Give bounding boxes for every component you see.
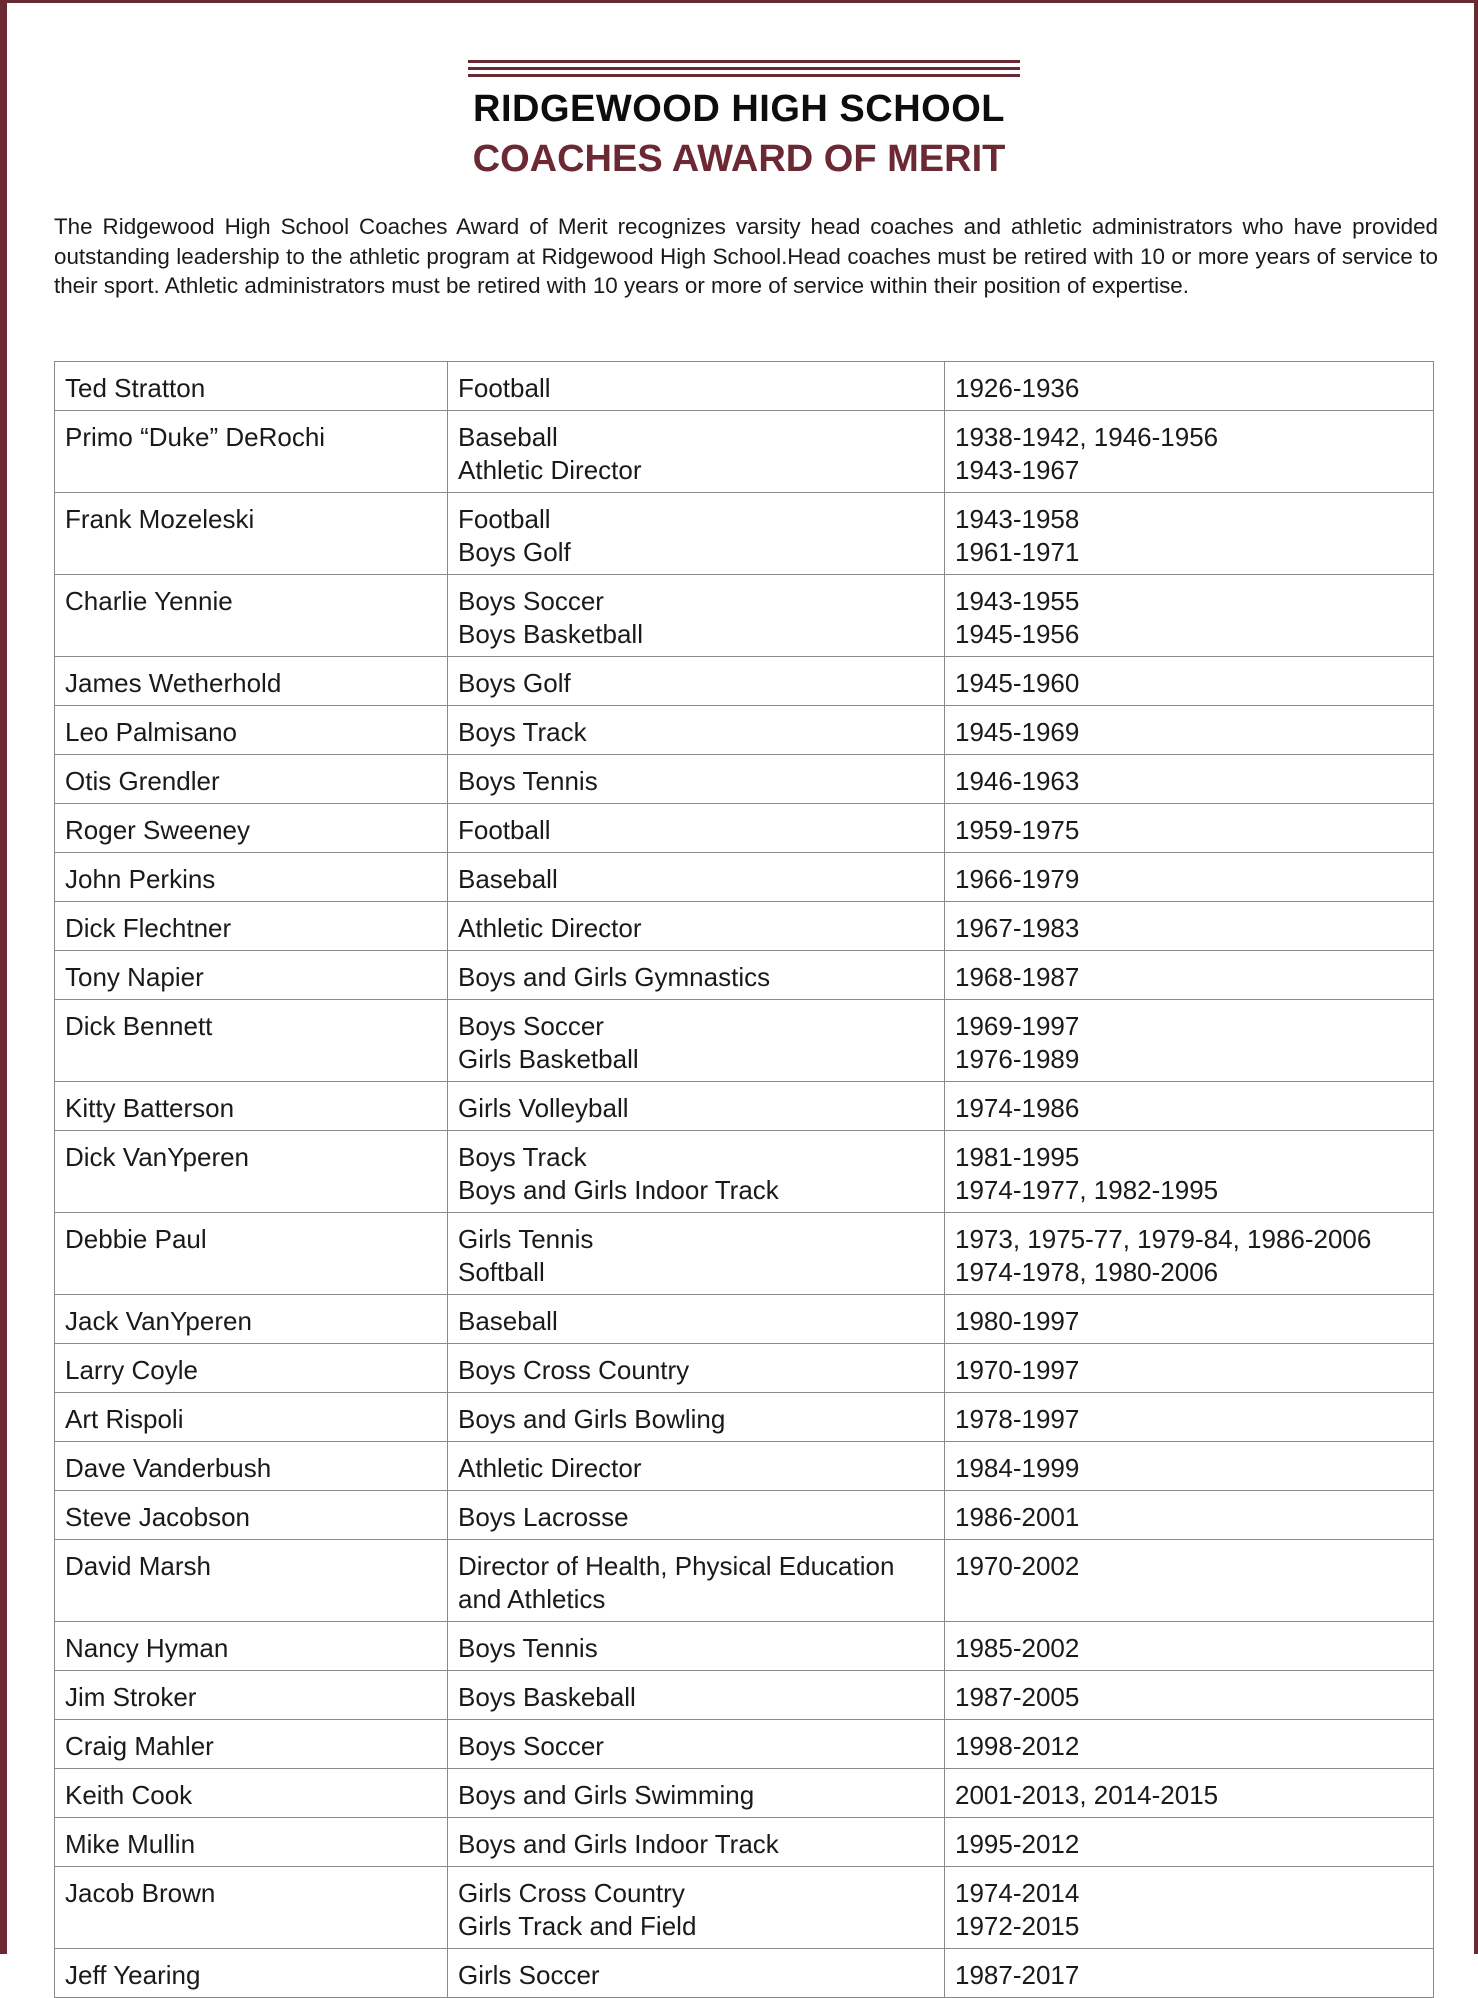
coach-name-cell xyxy=(55,1769,448,1818)
sport-line: Boys Soccer xyxy=(458,1011,604,1041)
sport-line: Girls Track and Field xyxy=(458,1911,697,1941)
years-cell xyxy=(945,1491,1434,1540)
sport-line: Baseball xyxy=(458,864,558,894)
sport-line: Boys Lacrosse xyxy=(458,1502,629,1532)
sport-line: Athletic Director xyxy=(458,1453,642,1483)
table-row xyxy=(55,1949,1434,1998)
years-line: 1968-1987 xyxy=(955,962,1080,992)
years-cell xyxy=(945,853,1434,902)
years-line: 1984-1999 xyxy=(955,1453,1080,1483)
sport-line: Director of Health, Physical Education xyxy=(458,1551,895,1581)
header-rule-middle xyxy=(468,67,1020,70)
years-line: 1966-1979 xyxy=(955,864,1080,894)
years-line: 1970-2002 xyxy=(955,1551,1080,1581)
years-line: 1985-2002 xyxy=(955,1633,1080,1663)
coach-name: Ted Stratton xyxy=(65,373,206,403)
table-row xyxy=(55,1131,1434,1213)
coach-name: Dick Bennett xyxy=(65,1011,213,1041)
sport-cell xyxy=(448,902,945,951)
years-cell xyxy=(945,1540,1434,1622)
table-row xyxy=(55,1344,1434,1393)
coach-name: Art Rispoli xyxy=(65,1404,184,1434)
sport-line: Girls Volleyball xyxy=(458,1093,629,1123)
coach-name: Frank Mozeleski xyxy=(65,504,255,534)
sport-cell xyxy=(448,1393,945,1442)
sport-line: Girls Soccer xyxy=(458,1960,600,1990)
table-row xyxy=(55,1000,1434,1082)
awards-table xyxy=(54,361,1434,1998)
coach-name: Debbie Paul xyxy=(65,1224,207,1254)
years-line: 1972-2015 xyxy=(955,1911,1080,1941)
sport-line: Boys Tennis xyxy=(458,1633,598,1663)
coach-name-cell xyxy=(55,1082,448,1131)
coach-name: Nancy Hyman xyxy=(65,1633,229,1663)
sport-line: Boys Track xyxy=(458,1142,587,1172)
years-line: 1974-1977, 1982-1995 xyxy=(955,1175,1219,1205)
page-border-top xyxy=(0,0,1478,3)
sport-line: Boys and Girls Bowling xyxy=(458,1404,726,1434)
table-row xyxy=(55,1393,1434,1442)
table-row xyxy=(55,951,1434,1000)
sport-cell xyxy=(448,755,945,804)
table-row xyxy=(55,853,1434,902)
years-cell xyxy=(945,362,1434,411)
coach-name: Roger Sweeney xyxy=(65,815,250,845)
coach-name: Dick Flechtner xyxy=(65,913,232,943)
coach-name-cell xyxy=(55,902,448,951)
coach-name-cell xyxy=(55,1540,448,1622)
sport-cell xyxy=(448,804,945,853)
coach-name: Mike Mullin xyxy=(65,1829,196,1859)
coach-name-cell xyxy=(55,804,448,853)
sport-line: Boys Baskeball xyxy=(458,1682,636,1712)
years-line: 1943-1958 xyxy=(955,504,1080,534)
page-title: RIDGEWOOD HIGH SCHOOL xyxy=(473,88,1005,130)
years-line: 1998-2012 xyxy=(955,1731,1080,1761)
sport-cell xyxy=(448,1213,945,1295)
sport-line: Football xyxy=(458,373,551,403)
years-cell xyxy=(945,755,1434,804)
coach-name: Dave Vanderbush xyxy=(65,1453,272,1483)
years-cell xyxy=(945,1213,1434,1295)
years-line: 1978-1997 xyxy=(955,1404,1080,1434)
years-line: 1967-1983 xyxy=(955,913,1080,943)
sport-cell xyxy=(448,1082,945,1131)
coach-name-cell xyxy=(55,1622,448,1671)
coach-name: Dick VanYperen xyxy=(65,1142,250,1172)
sport-cell xyxy=(448,1622,945,1671)
awards-table-body xyxy=(55,362,1434,1998)
sport-cell xyxy=(448,493,945,575)
years-line: 1987-2017 xyxy=(955,1960,1080,1990)
coach-name: Kitty Batterson xyxy=(65,1093,235,1123)
years-cell xyxy=(945,1344,1434,1393)
years-cell xyxy=(945,1720,1434,1769)
coach-name: Keith Cook xyxy=(65,1780,193,1810)
table-row xyxy=(55,902,1434,951)
coach-name-cell xyxy=(55,493,448,575)
years-cell xyxy=(945,1131,1434,1213)
coach-name: David Marsh xyxy=(65,1551,211,1581)
years-cell xyxy=(945,1393,1434,1442)
coach-name-cell xyxy=(55,853,448,902)
years-cell xyxy=(945,1867,1434,1949)
sport-line: Softball xyxy=(458,1257,545,1287)
years-line: 1986-2001 xyxy=(955,1502,1080,1532)
sport-cell xyxy=(448,706,945,755)
coach-name-cell xyxy=(55,1213,448,1295)
years-line: 1926-1936 xyxy=(955,373,1080,403)
years-cell xyxy=(945,493,1434,575)
coach-name: Tony Napier xyxy=(65,962,204,992)
sport-line: Boys Soccer xyxy=(458,1731,604,1761)
table-row xyxy=(55,1622,1434,1671)
header-rule-top xyxy=(468,60,1020,63)
years-line: 1974-1978, 1980-2006 xyxy=(955,1257,1219,1287)
years-line: 1946-1963 xyxy=(955,766,1080,796)
years-cell xyxy=(945,1769,1434,1818)
years-cell xyxy=(945,902,1434,951)
coach-name: James Wetherhold xyxy=(65,668,282,698)
coach-name: Otis Grendler xyxy=(65,766,220,796)
sport-line: Girls Tennis xyxy=(458,1224,594,1254)
coach-name-cell xyxy=(55,755,448,804)
table-row xyxy=(55,1442,1434,1491)
sport-line: Boys and Girls Indoor Track xyxy=(458,1829,779,1859)
sport-cell xyxy=(448,1949,945,1998)
sport-line: Boys Golf xyxy=(458,668,571,698)
sport-cell xyxy=(448,1720,945,1769)
sport-line: Boys and Girls Swimming xyxy=(458,1780,755,1810)
years-line: 1980-1997 xyxy=(955,1306,1080,1336)
sport-cell xyxy=(448,411,945,493)
sport-line: Football xyxy=(458,504,551,534)
years-line: 1987-2005 xyxy=(955,1682,1080,1712)
table-row xyxy=(55,1540,1434,1622)
years-cell xyxy=(945,575,1434,657)
years-line: 1943-1967 xyxy=(955,455,1080,485)
years-cell xyxy=(945,657,1434,706)
table-row xyxy=(55,1818,1434,1867)
sport-line: Athletic Director xyxy=(458,455,642,485)
years-line: 1995-2012 xyxy=(955,1829,1080,1859)
coach-name-cell xyxy=(55,1867,448,1949)
sport-line: Baseball xyxy=(458,1306,558,1336)
years-line: 1945-1960 xyxy=(955,668,1080,698)
years-line: 1959-1975 xyxy=(955,815,1080,845)
table-row xyxy=(55,657,1434,706)
coach-name-cell xyxy=(55,1671,448,1720)
sport-cell xyxy=(448,657,945,706)
years-cell xyxy=(945,1000,1434,1082)
page-border-right xyxy=(1474,0,1478,1954)
coach-name-cell xyxy=(55,1393,448,1442)
years-cell xyxy=(945,1295,1434,1344)
sport-line: Girls Cross Country xyxy=(458,1878,685,1908)
years-cell xyxy=(945,1082,1434,1131)
years-line: 1974-1986 xyxy=(955,1093,1080,1123)
years-cell xyxy=(945,1442,1434,1491)
sport-cell xyxy=(448,1000,945,1082)
sport-cell xyxy=(448,362,945,411)
sport-cell xyxy=(448,1442,945,1491)
coach-name-cell xyxy=(55,362,448,411)
table-row xyxy=(55,411,1434,493)
years-line: 1974-2014 xyxy=(955,1878,1080,1908)
sport-cell xyxy=(448,951,945,1000)
years-cell xyxy=(945,1818,1434,1867)
page-border-left xyxy=(0,0,7,1954)
table-row xyxy=(55,1491,1434,1540)
sport-cell xyxy=(448,1867,945,1949)
coach-name: Charlie Yennie xyxy=(65,586,233,616)
sport-line: Boys Track xyxy=(458,717,587,747)
coach-name-cell xyxy=(55,1720,448,1769)
header-rule-bottom xyxy=(468,74,1020,77)
table-row xyxy=(55,1295,1434,1344)
years-line: 1961-1971 xyxy=(955,537,1080,567)
table-row xyxy=(55,493,1434,575)
years-line: 1945-1969 xyxy=(955,717,1080,747)
coach-name-cell xyxy=(55,951,448,1000)
years-cell xyxy=(945,1949,1434,1998)
years-line: 1945-1956 xyxy=(955,619,1080,649)
page-subtitle: COACHES AWARD OF MERIT xyxy=(472,138,1006,180)
sport-cell xyxy=(448,1540,945,1622)
sport-line: Boys and Girls Gymnastics xyxy=(458,962,771,992)
years-cell xyxy=(945,706,1434,755)
years-cell xyxy=(945,951,1434,1000)
coach-name: Jacob Brown xyxy=(65,1878,216,1908)
sport-cell xyxy=(448,1131,945,1213)
sport-cell xyxy=(448,1491,945,1540)
sport-line: Boys Soccer xyxy=(458,586,604,616)
coach-name: Larry Coyle xyxy=(65,1355,198,1385)
years-line: 1973, 1975-77, 1979-84, 1986-2006 xyxy=(955,1224,1372,1254)
sport-line: Boys Cross Country xyxy=(458,1355,690,1385)
years-line: 1976-1989 xyxy=(955,1044,1080,1074)
years-line: 1969-1997 xyxy=(955,1011,1080,1041)
sport-line: Boys Golf xyxy=(458,537,571,567)
coach-name-cell xyxy=(55,1131,448,1213)
table-row xyxy=(55,1867,1434,1949)
sport-cell xyxy=(448,575,945,657)
coach-name-cell xyxy=(55,1491,448,1540)
table-row xyxy=(55,706,1434,755)
sport-line: Baseball xyxy=(458,422,558,452)
coach-name-cell xyxy=(55,575,448,657)
years-cell xyxy=(945,411,1434,493)
coach-name-cell xyxy=(55,1295,448,1344)
coach-name: Craig Mahler xyxy=(65,1731,214,1761)
years-line: 1943-1955 xyxy=(955,586,1080,616)
years-line: 2001-2013, 2014-2015 xyxy=(955,1780,1219,1810)
coach-name-cell xyxy=(55,1000,448,1082)
sport-line: Athletic Director xyxy=(458,913,642,943)
sport-line: Boys and Girls Indoor Track xyxy=(458,1175,779,1205)
coach-name: Steve Jacobson xyxy=(65,1502,251,1532)
coach-name: John Perkins xyxy=(65,864,216,894)
years-cell xyxy=(945,1622,1434,1671)
sport-line: and Athletics xyxy=(458,1584,606,1614)
coach-name: Leo Palmisano xyxy=(65,717,237,747)
table-row xyxy=(55,1082,1434,1131)
table-row xyxy=(55,1720,1434,1769)
coach-name: Jim Stroker xyxy=(65,1682,197,1712)
coach-name-cell xyxy=(55,1818,448,1867)
sport-cell xyxy=(448,1344,945,1393)
table-row xyxy=(55,362,1434,411)
coach-name-cell xyxy=(55,657,448,706)
intro-paragraph: The Ridgewood High School Coaches Award of Merit recognizes varsity head coaches and athletic administrators who have provided outstanding leadership to the athletic program at Ridgewood High School.Head coaches must be retired with 10 or more years of service to their sport. Athletic administrators must be retired with 10 years or more of service within their position of expertise. xyxy=(54,214,1438,298)
years-cell xyxy=(945,1671,1434,1720)
coach-name: Primo “Duke” DeRochi xyxy=(65,422,326,452)
sport-cell xyxy=(448,1295,945,1344)
years-line: 1938-1942, 1946-1956 xyxy=(955,422,1219,452)
coach-name-cell xyxy=(55,1949,448,1998)
years-line: 1981-1995 xyxy=(955,1142,1080,1172)
table-row xyxy=(55,1769,1434,1818)
sport-cell xyxy=(448,1671,945,1720)
coach-name: Jeff Yearing xyxy=(65,1960,201,1990)
table-row xyxy=(55,755,1434,804)
sport-cell xyxy=(448,853,945,902)
sport-line: Football xyxy=(458,815,551,845)
coach-name-cell xyxy=(55,1442,448,1491)
sport-cell xyxy=(448,1818,945,1867)
years-cell xyxy=(945,804,1434,853)
sport-line: Boys Tennis xyxy=(458,766,598,796)
sport-line: Girls Basketball xyxy=(458,1044,639,1074)
table-row xyxy=(55,575,1434,657)
sport-line: Boys Basketball xyxy=(458,619,643,649)
table-row xyxy=(55,1213,1434,1295)
table-row xyxy=(55,804,1434,853)
table-row xyxy=(55,1671,1434,1720)
years-line: 1970-1997 xyxy=(955,1355,1080,1385)
coach-name: Jack VanYperen xyxy=(65,1306,252,1336)
sport-cell xyxy=(448,1769,945,1818)
coach-name-cell xyxy=(55,1344,448,1393)
coach-name-cell xyxy=(55,411,448,493)
coach-name-cell xyxy=(55,706,448,755)
